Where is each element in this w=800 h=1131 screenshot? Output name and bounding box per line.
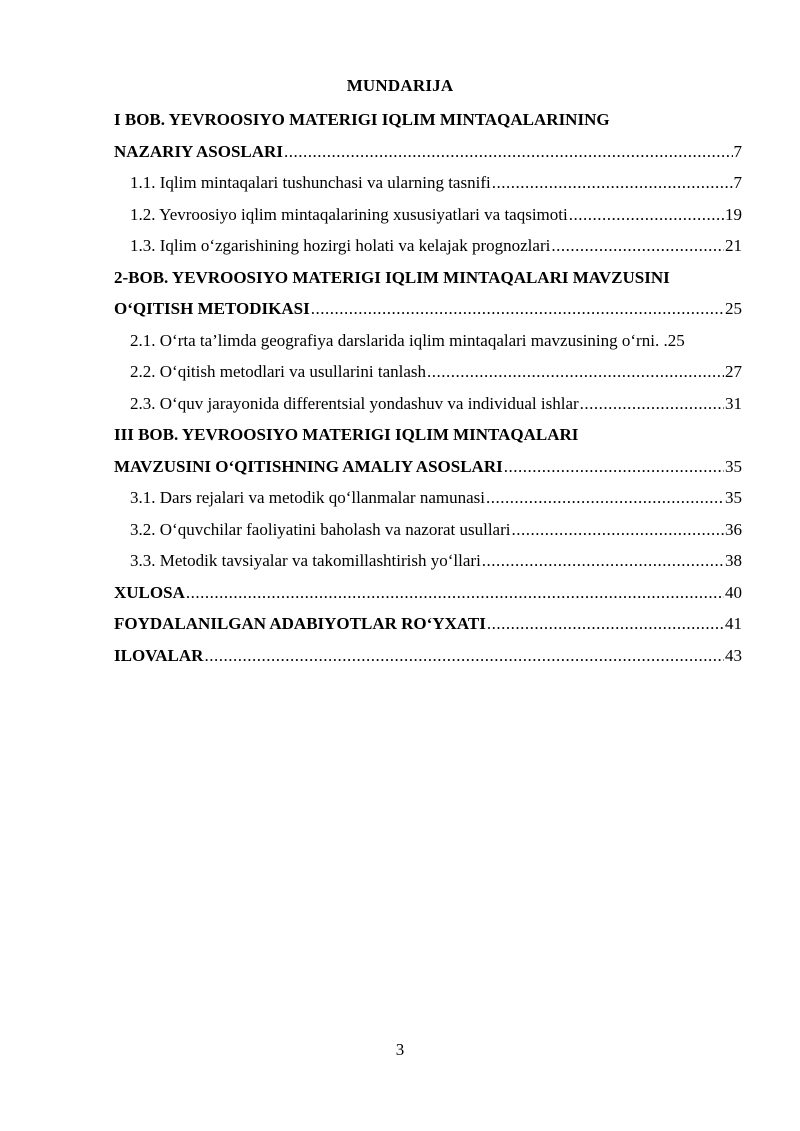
- section-page: 38: [725, 551, 742, 570]
- toc-title: MUNDARIJA: [346, 76, 454, 95]
- dot-leader: [482, 545, 724, 577]
- chapter-3-page: 35: [725, 456, 742, 476]
- dot-leader: [569, 199, 724, 231]
- chapter-1-title-part2: NAZARIY ASOSLARI: [114, 141, 283, 161]
- section-page: 7: [733, 173, 742, 192]
- section-label: 1.2. Yevroosiyo iqlim mintaqalarining xususiyatlari va taqsimoti: [130, 204, 568, 224]
- dot-leader: [504, 451, 724, 483]
- dot-leader: [580, 388, 724, 420]
- toc-entry-1-2[interactable]: [114, 199, 742, 231]
- chapter-3-heading-line1: [114, 419, 742, 451]
- section-label: 1.1. Iqlim mintaqalari tushunchasi va ularning tasnifi: [130, 173, 491, 192]
- toc-entry-2-1[interactable]: [114, 325, 742, 357]
- chapter-2-title-part1: 2-BOB. YEVROOSIYO MATERIGI IQLIM MINTAQALARI MAVZUSINI: [114, 267, 670, 287]
- conclusion-label: XULOSA: [114, 582, 185, 602]
- section-page: 25: [667, 330, 685, 350]
- conclusion-page: 40: [725, 582, 742, 602]
- toc-entry-chapter-3[interactable]: [114, 451, 742, 483]
- section-label: 2.1. O‘rta ta’limda geografiya darslarida iqlim mintaqalari mavzusining o‘rni. .: [130, 330, 668, 350]
- dot-leader: [204, 640, 724, 672]
- toc-entry-2-2[interactable]: [114, 356, 742, 388]
- chapter-1-page: 7: [733, 141, 742, 161]
- dot-leader: [311, 293, 724, 325]
- dot-leader: [427, 356, 724, 388]
- chapter-2-title-part2: O‘QITISH METODIKASI: [114, 299, 310, 318]
- chapter-1-heading-line1: [114, 104, 742, 136]
- toc-entry-conclusion[interactable]: [114, 577, 742, 609]
- chapter-2-heading-line1: [114, 262, 742, 294]
- section-page: 19: [725, 204, 742, 224]
- chapter-2-page: 25: [725, 299, 742, 318]
- section-label: 3.1. Dars rejalari va metodik qo‘llanmalar namunasi: [130, 488, 485, 507]
- section-label: 2.3. O‘quv jarayonida differentsial yondashuv va individual ishlar: [130, 393, 579, 413]
- references-label: FOYDALANILGAN ADABIYOTLAR RO‘YXATI: [114, 614, 486, 633]
- appendices-page: 43: [725, 645, 742, 665]
- dot-leader: [512, 514, 725, 546]
- dot-leader: [186, 577, 724, 609]
- section-page: 27: [725, 362, 742, 381]
- appendices-label: ILOVALAR: [114, 645, 204, 665]
- chapter-1-title-part1: I BOB. YEVROOSIYO MATERIGI IQLIM MINTAQALARINING: [114, 110, 610, 129]
- section-label: 3.2. O‘quvchilar faoliyatini baholash va nazorat usullari: [130, 519, 511, 539]
- toc-entry-3-2[interactable]: [114, 514, 742, 546]
- toc-entry-3-3[interactable]: [114, 545, 742, 577]
- toc-entry-chapter-2[interactable]: [114, 293, 742, 325]
- toc-entry-2-3[interactable]: [114, 388, 742, 420]
- references-page: 41: [725, 614, 742, 633]
- section-page: 36: [725, 519, 742, 539]
- toc-entry-1-1[interactable]: [114, 167, 742, 199]
- page-number: 3: [395, 1040, 405, 1059]
- section-label: 1.3. Iqlim o‘zgarishining hozirgi holati va kelajak prognozlari: [130, 236, 551, 255]
- chapter-3-title-part2: MAVZUSINI O‘QITISHNING AMALIY ASOSLARI: [114, 456, 503, 476]
- table-of-contents: [114, 104, 742, 671]
- chapter-3-title-part1: III BOB. YEVROOSIYO MATERIGI IQLIM MINTAQALARI: [114, 425, 579, 444]
- dot-leader: [486, 482, 724, 514]
- dot-leader: [487, 608, 724, 640]
- section-page: 31: [725, 393, 742, 413]
- toc-entry-chapter-1[interactable]: [114, 136, 742, 168]
- section-label: 3.3. Metodik tavsiyalar va takomillashtirish yo‘llari: [130, 551, 481, 570]
- dot-leader: [284, 136, 733, 168]
- toc-entry-3-1[interactable]: [114, 482, 742, 514]
- section-page: 35: [725, 488, 742, 507]
- toc-entry-references[interactable]: [114, 608, 742, 640]
- toc-entry-1-3[interactable]: [114, 230, 742, 262]
- dot-leader: [492, 167, 733, 199]
- section-label: 2.2. O‘qitish metodlari va usullarini tanlash: [130, 362, 427, 381]
- section-page: 21: [725, 236, 742, 255]
- dot-leader: [551, 230, 724, 262]
- toc-entry-appendices[interactable]: [114, 640, 742, 672]
